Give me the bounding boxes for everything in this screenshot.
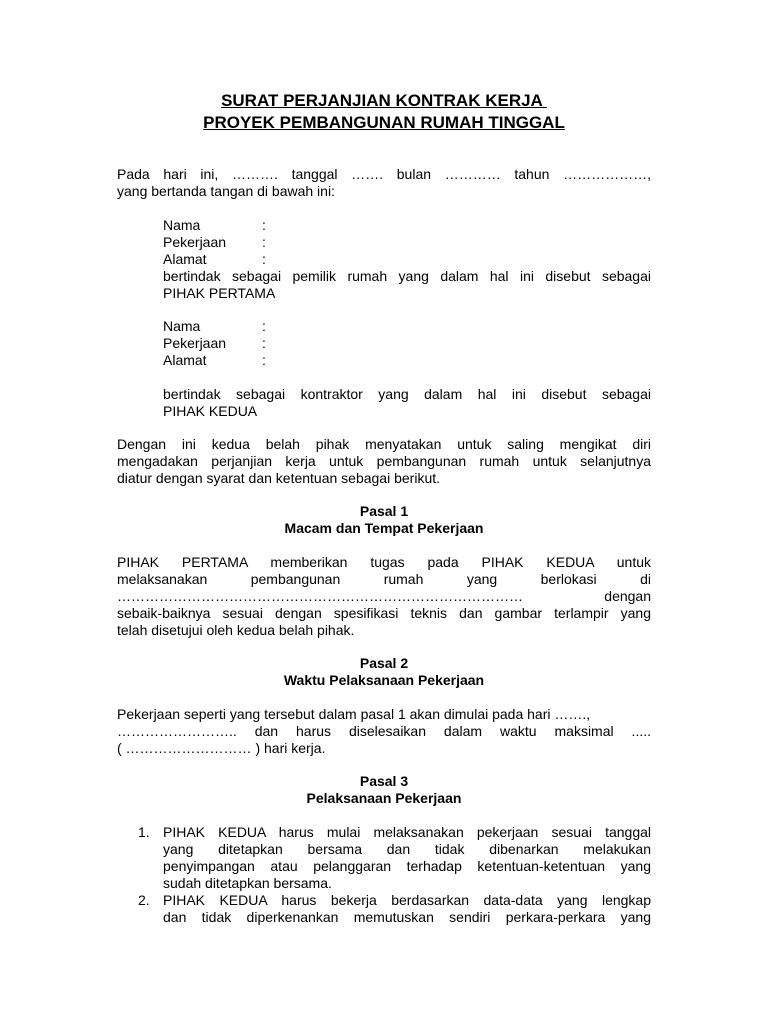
party1-name-colon: : [262,217,266,233]
pasal1-line-2: melaksanakan pembangunan rumah yang berlokasi di [117,571,651,587]
pasal1-heading: Macam dan Tempat Pekerjaan [284,520,484,536]
party2-occupation-label: Pekerjaan [163,335,227,351]
opening-paragraph [117,166,651,200]
pasal2-number: Pasal 2 [359,655,409,671]
item2-line-2: dan tidak diperkenankan memutuskan sendiri perkara-perkara yang [163,909,651,925]
party1-name-label: Nama [163,217,201,233]
party1-address-field [163,251,363,268]
party2-role [163,386,651,420]
party1-role [163,268,651,302]
list-item-number: 1. [138,824,150,840]
pasal3-number: Pasal 3 [359,773,409,789]
party2-address-field [163,352,363,369]
party1-role-line-1: bertindak sebagai pemilik rumah yang dalam hal ini disebut sebagai [163,268,651,284]
party2-name-label: Nama [163,318,201,334]
party1-address-colon: : [262,251,266,267]
agreement-line-3: diatur dengan syarat dan ketentuan sebagai berikut. [117,470,441,486]
party2-name-field [163,318,363,335]
list-item-text [163,892,651,926]
pasal1-line-1: PIHAK PERTAMA memberikan tugas pada PIHAK KEDUA untuk [117,554,651,570]
party1-name-field [163,217,363,234]
agreement-paragraph [117,436,651,487]
pasal2-line-3: ( ……………………… ) hari kerja. [117,740,326,756]
item1-line-3: penyimpangan atau pelanggaran terhadap ketentuan-ketentuan yang [163,858,651,874]
pasal2-line-1: Pekerjaan seperti yang tersebut dalam pasal 1 akan dimulai pada hari ……., [117,706,591,722]
pasal1-body [117,554,651,639]
item2-line-1: PIHAK KEDUA harus bekerja berdasarkan data-data yang lengkap [163,892,651,908]
party2-occupation-field [163,335,363,352]
item1-line-4: sudah ditetapkan bersama. [163,875,332,891]
item1-line-1: PIHAK KEDUA harus mulai melaksanakan pekerjaan sesuai tanggal [163,824,651,840]
opening-line-1: Pada hari ini, ………. tanggal ……. bulan ………… tahun ………………, [117,166,651,182]
party1-occupation-label: Pekerjaan [163,234,227,250]
party1-role-line-2: PIHAK PERTAMA [163,285,276,301]
pasal2-body [117,706,651,757]
party1-occupation-field [163,234,363,251]
pasal3-heading: Pelaksanaan Pekerjaan [306,790,462,806]
party2-address-label: Alamat [163,352,207,368]
party2-role-line-2: PIHAK KEDUA [163,403,258,419]
pasal1-number: Pasal 1 [359,503,409,519]
document-title-line-1: SURAT PERJANJIAN KONTRAK KERJA [221,91,547,110]
pasal1-line-4: sebaik-baiknya sesuai dengan spesifikasi teknis dan gambar terlampir yang [117,605,651,621]
party1-occupation-colon: : [262,234,266,250]
item1-line-2: yang ditetapkan bersama dan tidak dibenarkan melakukan [163,841,651,857]
party1-address-label: Alamat [163,251,207,267]
opening-line-2: yang bertanda tangan di bawah ini: [117,183,335,199]
agreement-line-1: Dengan ini kedua belah pihak menyatakan untuk saling mengikat diri [117,436,651,452]
document-title-line-2: PROYEK PEMBANGUNAN RUMAH TINGGAL [203,113,565,132]
party2-occupation-colon: : [262,335,266,351]
party2-name-colon: : [262,318,266,334]
pasal2-line-2: …………………….. dan harus diselesaikan dalam waktu maksimal ..... [117,723,651,739]
pasal2-heading: Waktu Pelaksanaan Pekerjaan [283,672,485,688]
list-item-number: 2. [138,892,150,908]
party2-role-line-1: bertindak sebagai kontraktor yang dalam hal ini disebut sebagai [163,386,651,402]
party2-address-colon: : [262,352,266,368]
list-item-text [163,824,651,892]
pasal1-line-3: …………………………………………………………………………… dengan [117,588,651,604]
agreement-line-2: mengadakan perjanjian kerja untuk pembangunan rumah untuk selanjutnya [117,453,651,469]
pasal1-line-5: telah disetujui oleh kedua belah pihak. [117,622,355,638]
